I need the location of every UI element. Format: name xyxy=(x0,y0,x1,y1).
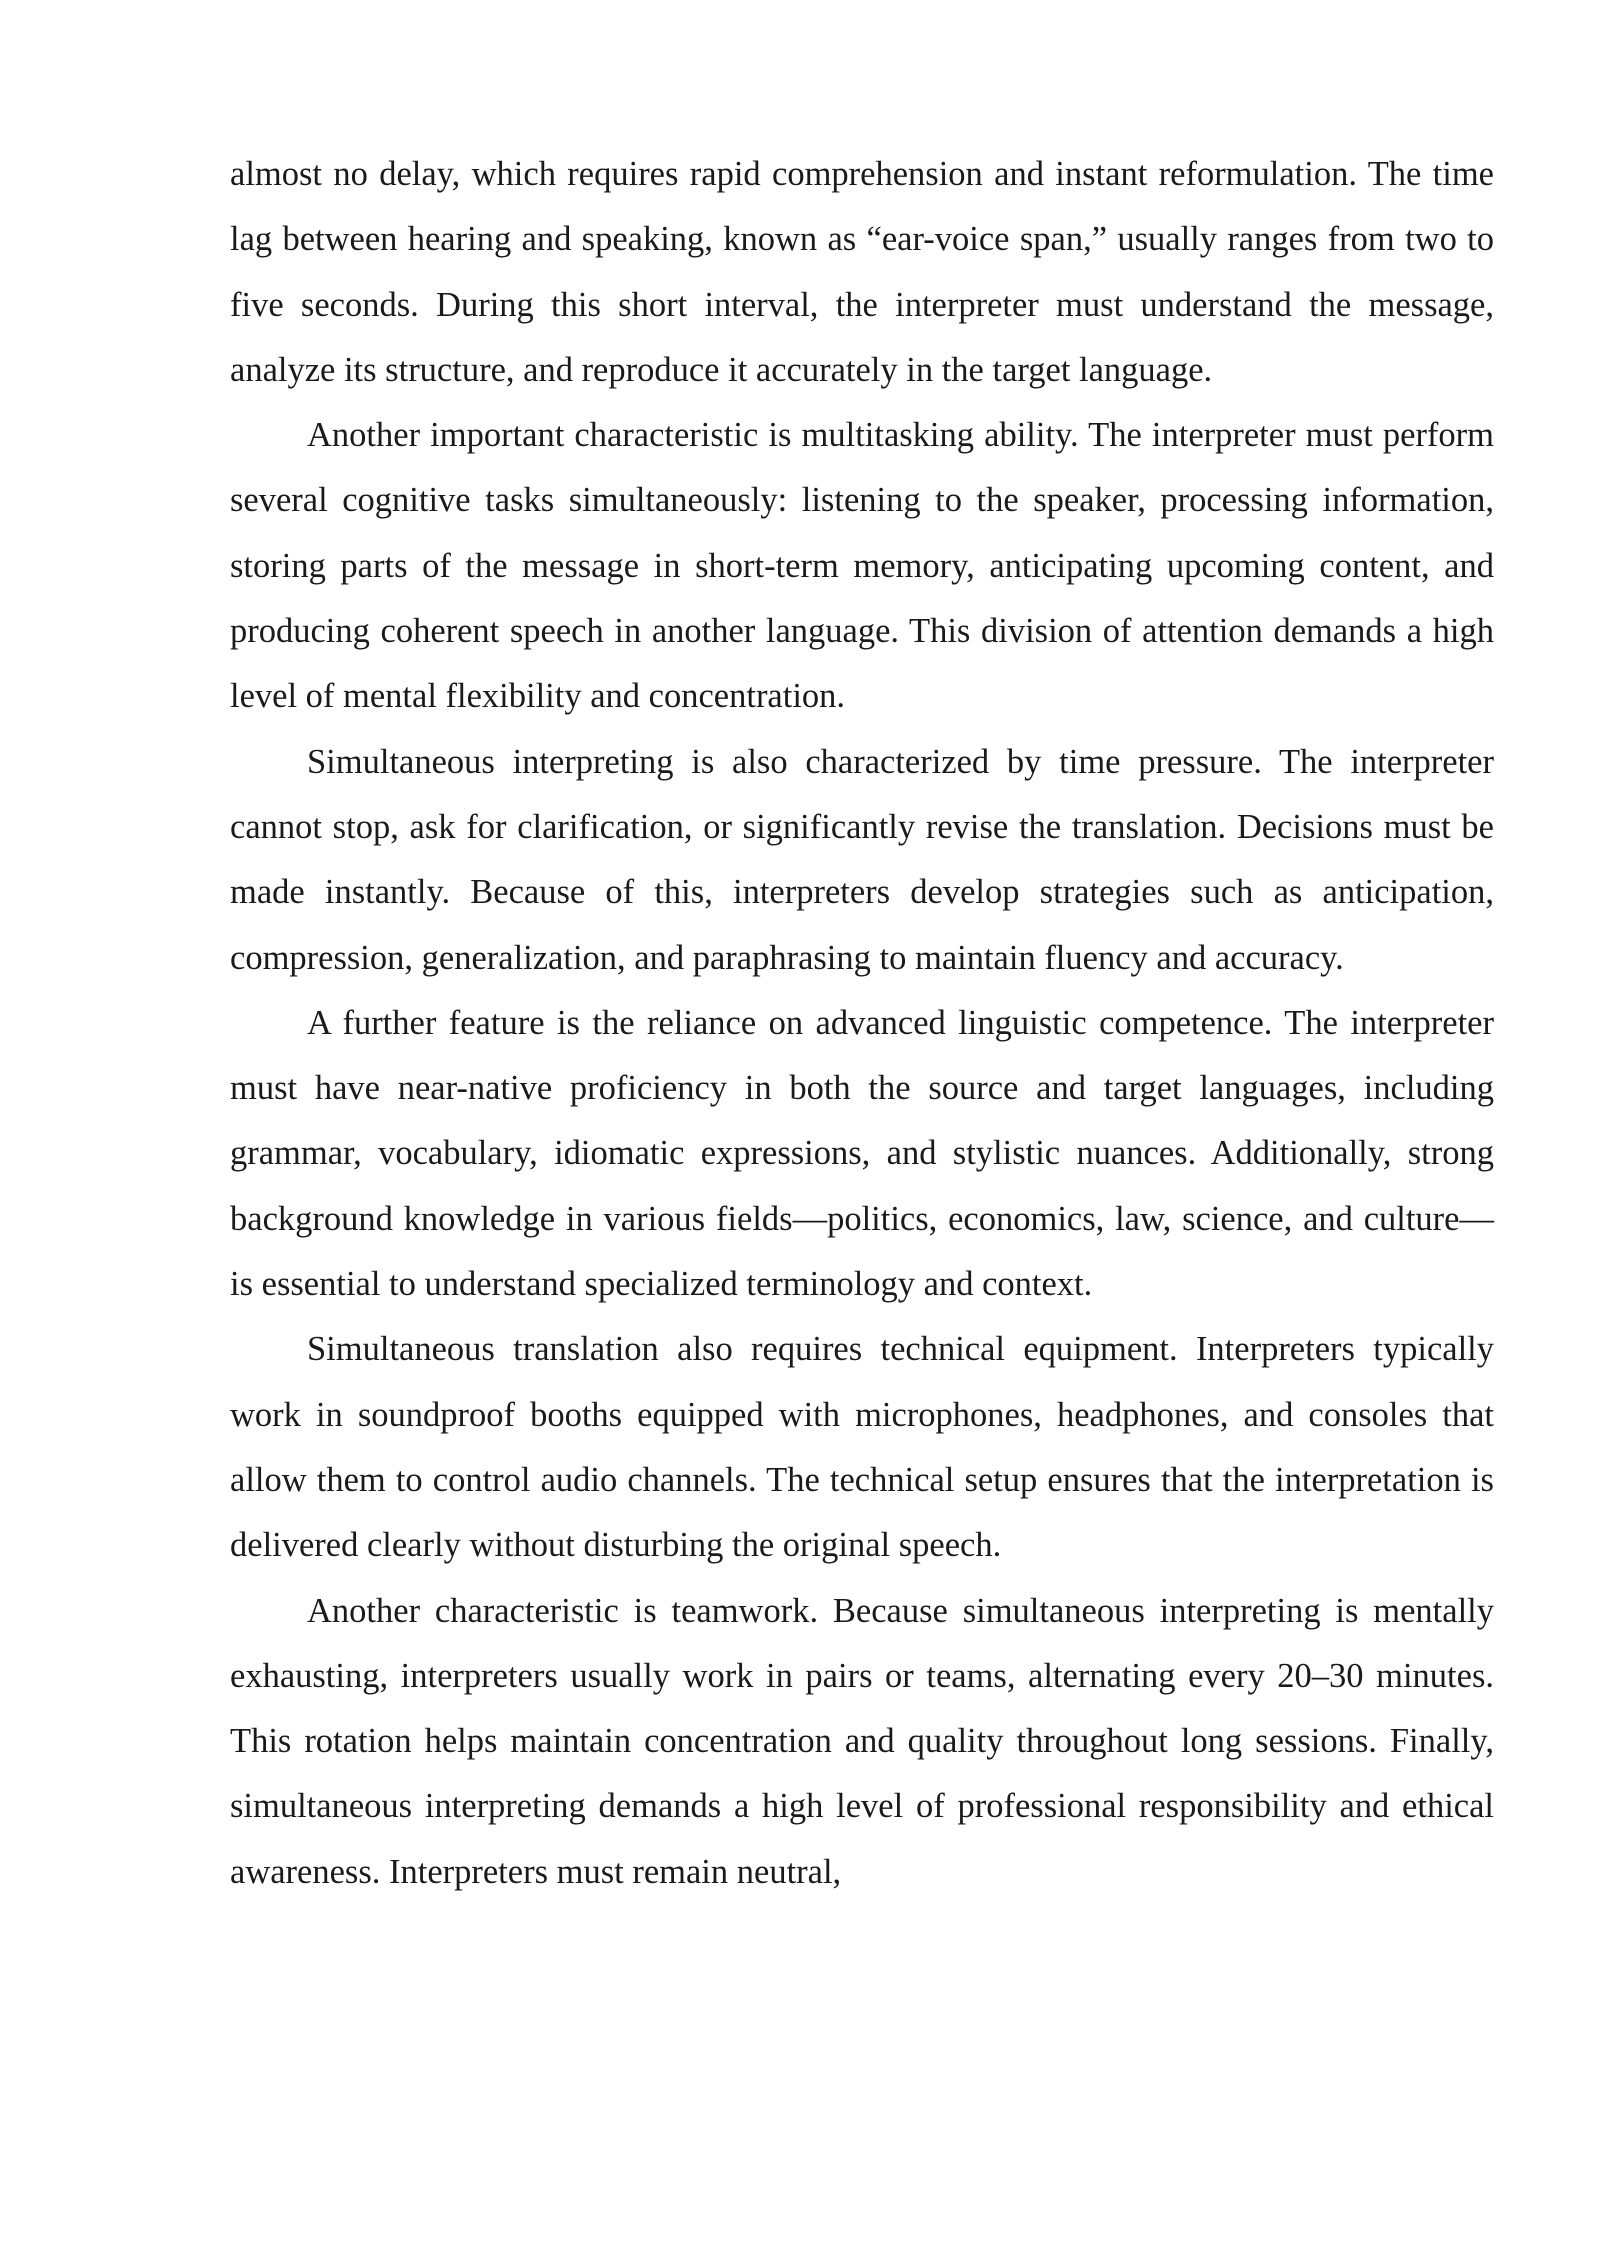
paragraph-3: Simultaneous interpreting is also characterized by time pressure. The interpreter cannot stop, ask for clarification, or significantly revise the translation. Decisions must be made instantly. Because of this, interpreters develop strategies such as anticipation, compression, generalization, and paraphrasing to maintain fluency and accuracy. xyxy=(230,742,1494,977)
paragraph-6: Another characteristic is teamwork. Because simultaneous interpreting is mentally exhausting, interpreters usually work in pairs or teams, alternating every 20–30 minutes. This rotation helps maintain concentration and quality throughout long sessions. Finally, simultaneous interpreting demands a high level of professional responsibility and ethical awareness. Interpreters must remain neutral, xyxy=(230,1591,1494,1891)
document-body xyxy=(230,142,1494,1905)
paragraph-5: Simultaneous translation also requires technical equipment. Interpreters typically work in soundproof booths equipped with microphones, headphones, and consoles that allow them to control audio channels. The technical setup ensures that the interpretation is delivered clearly without disturbing the original speech. xyxy=(230,1330,1494,1565)
paragraph-1: almost no delay, which requires rapid comprehension and instant reformulation. The time lag between hearing and speaking, known as “ear-voice span,” usually ranges from two to five seconds. During this short interval, the interpreter must understand the message, analyze its structure, and reproduce it accurately in the target language. xyxy=(230,155,1494,389)
paragraph-4: A further feature is the reliance on advanced linguistic competence. The interpreter must have near-native proficiency in both the source and target languages, including grammar, vocabulary, idiomatic expressions, and stylistic nuances. Additionally, strong background knowledge in various fields—politics, economics, law, science, and culture—is essential to understand specialized terminology and context. xyxy=(230,1003,1494,1304)
paragraph-2: Another important characteristic is multitasking ability. The interpreter must perform several cognitive tasks simultaneously: listening to the speaker, processing information, storing parts of the message in short-term memory, anticipating upcoming content, and producing coherent speech in another language. This division of attention demands a high level of mental flexibility and concentration. xyxy=(230,416,1494,716)
